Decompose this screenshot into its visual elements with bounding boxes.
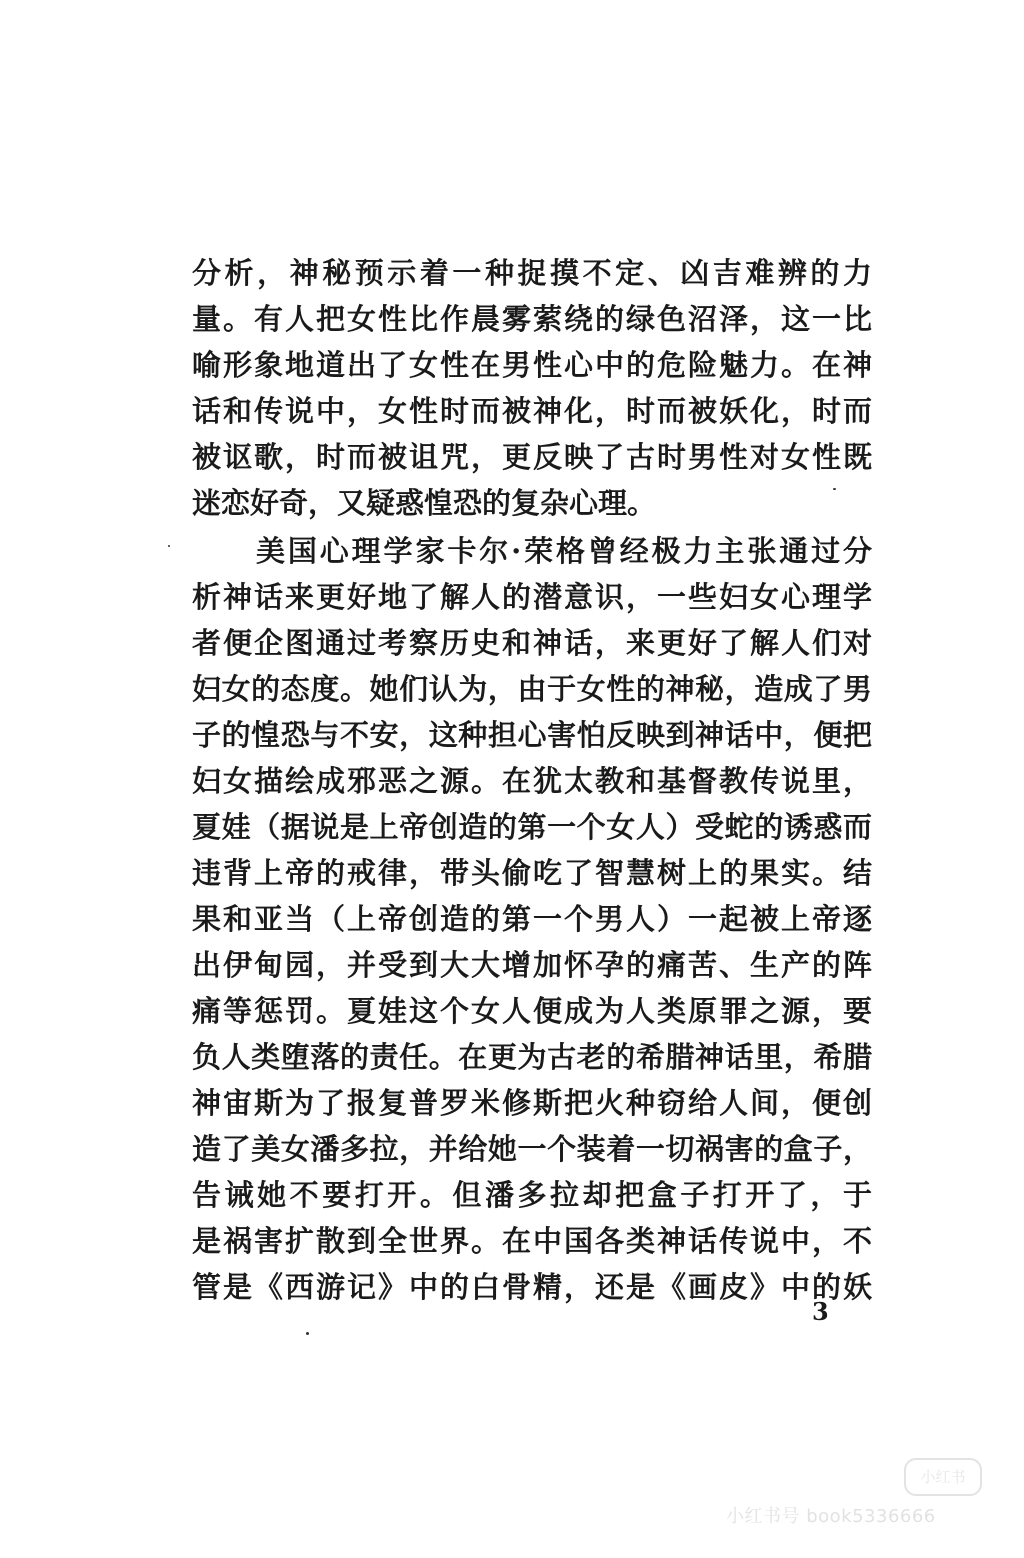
text-line: 被讴歌，时而被诅咒，更反映了古时男性对女性既 xyxy=(192,440,872,474)
text-line: 妇女的态度。她们认为，由于女性的神秘，造成了男 xyxy=(192,672,872,706)
body-text xyxy=(192,250,872,1310)
watermark-account: 小红书号 book5336666 xyxy=(726,1506,936,1527)
paragraph-1 xyxy=(192,250,872,526)
text-line: 痛等惩罚。夏娃这个女人便成为人类原罪之源，要 xyxy=(192,994,872,1028)
text-line: 迷恋好奇，又疑惑惶恐的复杂心理。 xyxy=(192,486,657,520)
text-line: 分析，神秘预示着一种捉摸不定、凶吉难辨的力 xyxy=(192,256,872,290)
text-line: 量。有人把女性比作晨雾萦绕的绿色沼泽，这一比 xyxy=(192,302,872,336)
text-line: 违背上帝的戒律，带头偷吃了智慧树上的果实。结 xyxy=(192,856,872,890)
scan-speck xyxy=(833,488,836,490)
text-line: 话和传说中，女性时而被神化，时而被妖化，时而 xyxy=(192,394,872,428)
text-line: 果和亚当（上帝创造的第一个男人）一起被上帝逐 xyxy=(192,902,872,936)
text-line: 负人类堕落的责任。在更为古老的希腊神话里，希腊 xyxy=(192,1040,872,1074)
page-number: 3 xyxy=(812,1297,829,1326)
text-line: 子的惶恐与不安，这种担心害怕反映到神话中，便把 xyxy=(192,718,872,752)
paragraph-2 xyxy=(192,528,872,1310)
scan-speck xyxy=(306,1332,309,1335)
text-line: 造了美女潘多拉，并给她一个装着一切祸害的盒子， xyxy=(192,1132,872,1166)
scan-speck xyxy=(168,545,170,547)
text-line: 者便企图通过考察历史和神话，来更好了解人们对 xyxy=(192,626,872,660)
text-line: 告诫她不要打开。但潘多拉却把盒子打开了，于 xyxy=(192,1178,872,1212)
watermark-logo: 小红书 xyxy=(904,1458,982,1496)
text-line: 出伊甸园，并受到大大增加怀孕的痛苦、生产的阵 xyxy=(192,948,872,982)
text-line: 妇女描绘成邪恶之源。在犹太教和基督教传说里， xyxy=(192,764,872,798)
text-line: 管是《西游记》中的白骨精，还是《画皮》中的妖 xyxy=(192,1270,872,1304)
text-line: 喻形象地道出了女性在男性心中的危险魅力。在神 xyxy=(192,348,872,382)
text-line: 神宙斯为了报复普罗米修斯把火种窃给人间，便创 xyxy=(192,1086,872,1120)
text-line: 是祸害扩散到全世界。在中国各类神话传说中，不 xyxy=(192,1224,872,1258)
text-line: 析神话来更好地了解人的潜意识，一些妇女心理学 xyxy=(192,580,872,614)
text-line: 夏娃（据说是上帝创造的第一个女人）受蛇的诱惑而 xyxy=(192,810,872,844)
text-line: 美国心理学家卡尔·荣格曾经极力主张通过分 xyxy=(256,534,872,568)
